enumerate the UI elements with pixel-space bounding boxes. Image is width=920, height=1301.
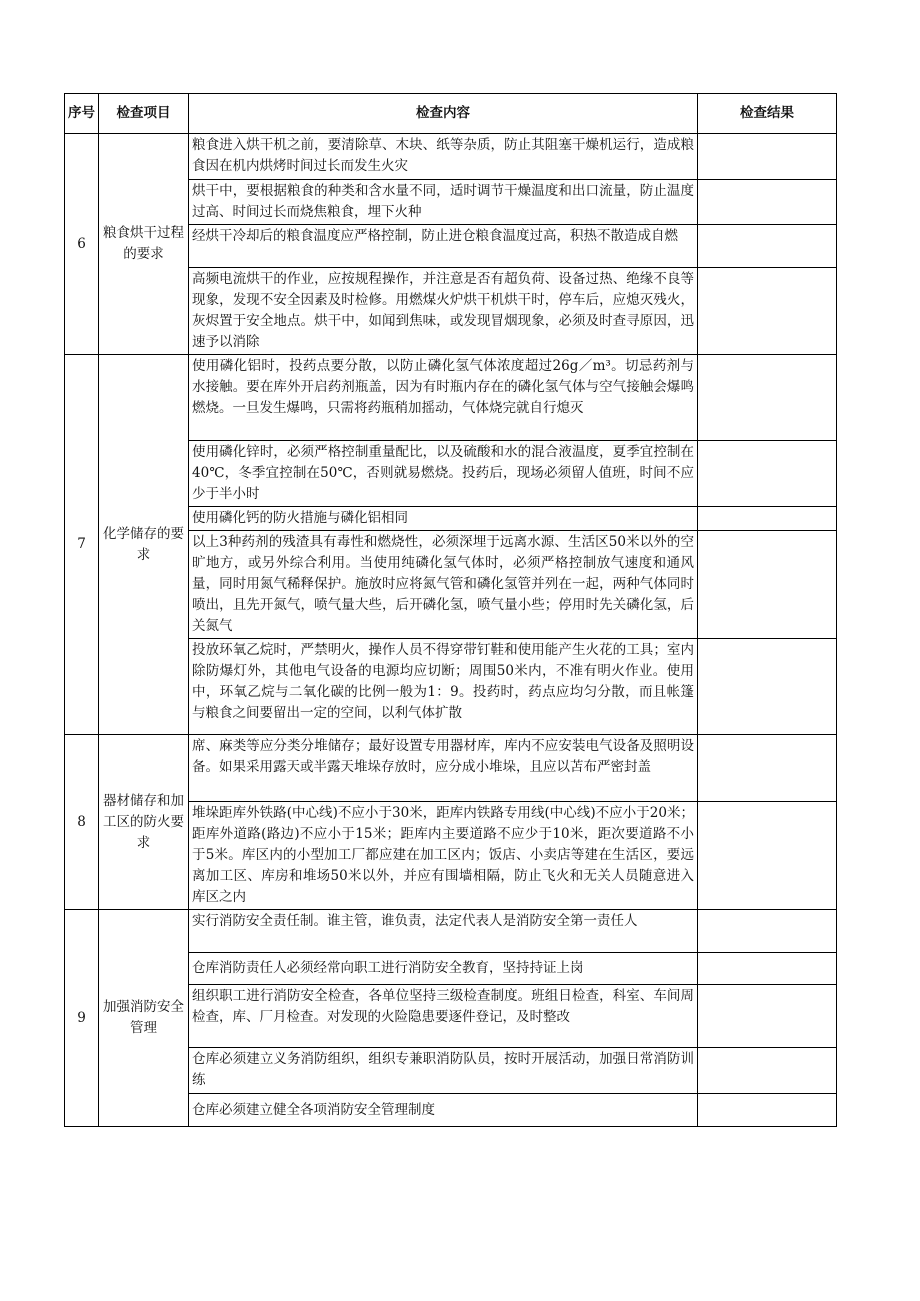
group-no: 9: [65, 910, 99, 1127]
result-cell[interactable]: [698, 910, 837, 953]
check-content: 仓库必须建立义务消防组织，组织专兼职消防队员，按时开展活动，加强日常消防训练: [189, 1048, 698, 1094]
header-item: 检查项目: [99, 94, 189, 134]
result-cell[interactable]: [698, 531, 837, 639]
result-cell[interactable]: [698, 985, 837, 1048]
result-cell[interactable]: [698, 225, 837, 268]
check-content: 使用磷化铝时，投药点要分散，以防止磷化氢气体浓度超过26g／m³。切忌药剂与水接触。要在库外开启药剂瓶盖，因为有时瓶内存在的磷化氢气体与空气接触会爆鸣燃烧。一旦发生爆鸣，只需将药瓶稍加摇动，气体烧完就自行熄灭: [189, 355, 698, 441]
result-cell[interactable]: [698, 507, 837, 531]
check-content: 烘干中，要根据粮食的种类和含水量不同，适时调节干燥温度和出口流量，防止温度过高、时间过长而烧焦粮食，埋下火种: [189, 180, 698, 225]
check-content: 经烘干冷却后的粮食温度应严格控制，防止进仓粮食温度过高，积热不散造成自燃: [189, 225, 698, 268]
result-cell[interactable]: [698, 180, 837, 225]
check-content: 实行消防安全责任制。谁主管，谁负责，法定代表人是消防安全第一责任人: [189, 910, 698, 953]
check-content: 仓库必须建立健全各项消防安全管理制度: [189, 1094, 698, 1127]
header-result: 检查结果: [698, 94, 837, 134]
header-row: [65, 94, 837, 134]
result-cell[interactable]: [698, 802, 837, 910]
group-no: 6: [65, 134, 99, 355]
result-cell[interactable]: [698, 441, 837, 507]
result-cell[interactable]: [698, 953, 837, 985]
check-content: 仓库消防责任人必须经常向职工进行消防安全教育，坚持持证上岗: [189, 953, 698, 985]
result-cell[interactable]: [698, 355, 837, 441]
table-row: [65, 910, 837, 953]
table-row: [65, 355, 837, 441]
group-item: 加强消防安全管理: [99, 910, 189, 1127]
check-content: 组织职工进行消防安全检查，各单位坚持三级检查制度。班组日检查，科室、车间周检查，库、厂月检查。对发现的火险隐患要逐件登记，及时整改: [189, 985, 698, 1048]
check-content: 席、麻类等应分类分堆储存；最好设置专用器材库，库内不应安装电气设备及照明设备。如果采用露天或半露天堆垛存放时，应分成小堆垛，且应以苫布严密封盖: [189, 735, 698, 802]
result-cell[interactable]: [698, 735, 837, 802]
result-cell[interactable]: [698, 1094, 837, 1127]
header-no: 序号: [65, 94, 99, 134]
check-content: 以上3种药剂的残渣具有毒性和燃烧性，必须深埋于远离水源、生活区50米以外的空旷地方，或另外综合利用。当使用纯磷化氢气体时，必须严格控制放气速度和通风量，同时用氮气稀释保护。施放时应将氮气管和磷化氢管并列在一起，两种气体同时喷出，且先开氮气，喷气量大些，后开磷化氢，喷气量小些；停用时先关磷化氢，后关氮气: [189, 531, 698, 639]
header-content: 检查内容: [189, 94, 698, 134]
check-content: 使用磷化锌时，必须严格控制重量配比，以及硫酸和水的混合液温度，夏季宜控制在40℃，冬季宜控制在50℃，否则就易燃烧。投药后，现场必须留人值班，时间不应少于半小时: [189, 441, 698, 507]
table-row: [65, 735, 837, 802]
group-no: 7: [65, 355, 99, 735]
check-content: 使用磷化钙的防火措施与磷化铝相同: [189, 507, 698, 531]
result-cell[interactable]: [698, 639, 837, 735]
check-content: 高频电流烘干的作业，应按规程操作，并注意是否有超负荷、设备过热、绝缘不良等现象，发现不安全因素及时检修。用燃煤火炉烘干机烘干时，停车后，应熄灭残火，灰烬置于安全地点。烘干中，如闻到焦味，或发现冒烟现象，必须及时查寻原因，迅速予以消除: [189, 268, 698, 355]
check-content: 投放环氧乙烷时，严禁明火，操作人员不得穿带钉鞋和使用能产生火花的工具；室内除防爆灯外，其他电气设备的电源均应切断；周围50米内，不准有明火作业。使用中，环氧乙烷与二氧化碳的比例一般为1：9。投药时，药点应均匀分散，而且帐篷与粮食之间要留出一定的空间，以利气体扩散: [189, 639, 698, 735]
result-cell[interactable]: [698, 268, 837, 355]
check-content: 粮食进入烘干机之前，要清除草、木块、纸等杂质，防止其阻塞干燥机运行，造成粮食因在机内烘烤时间过长而发生火灾: [189, 134, 698, 180]
result-cell[interactable]: [698, 134, 837, 180]
group-item: 化学储存的要求: [99, 355, 189, 735]
group-item: 器材储存和加工区的防火要求: [99, 735, 189, 910]
result-cell[interactable]: [698, 1048, 837, 1094]
group-item: 粮食烘干过程的要求: [99, 134, 189, 355]
inspection-table: [64, 93, 837, 1127]
table-row: [65, 134, 837, 180]
group-no: 8: [65, 735, 99, 910]
check-content: 堆垛距库外铁路(中心线)不应小于30米，距库内铁路专用线(中心线)不应小于20米；距库外道路(路边)不应小于15米；距库内主要道路不应少于10米，距次要道路不小于5米。库区内的小型加工厂都应建在加工区内；饭店、小卖店等建在生活区，要远离加工区、库房和堆场50米以外，并应有围墙相隔，防止飞火和无关人员随意进入库区之内: [189, 802, 698, 910]
